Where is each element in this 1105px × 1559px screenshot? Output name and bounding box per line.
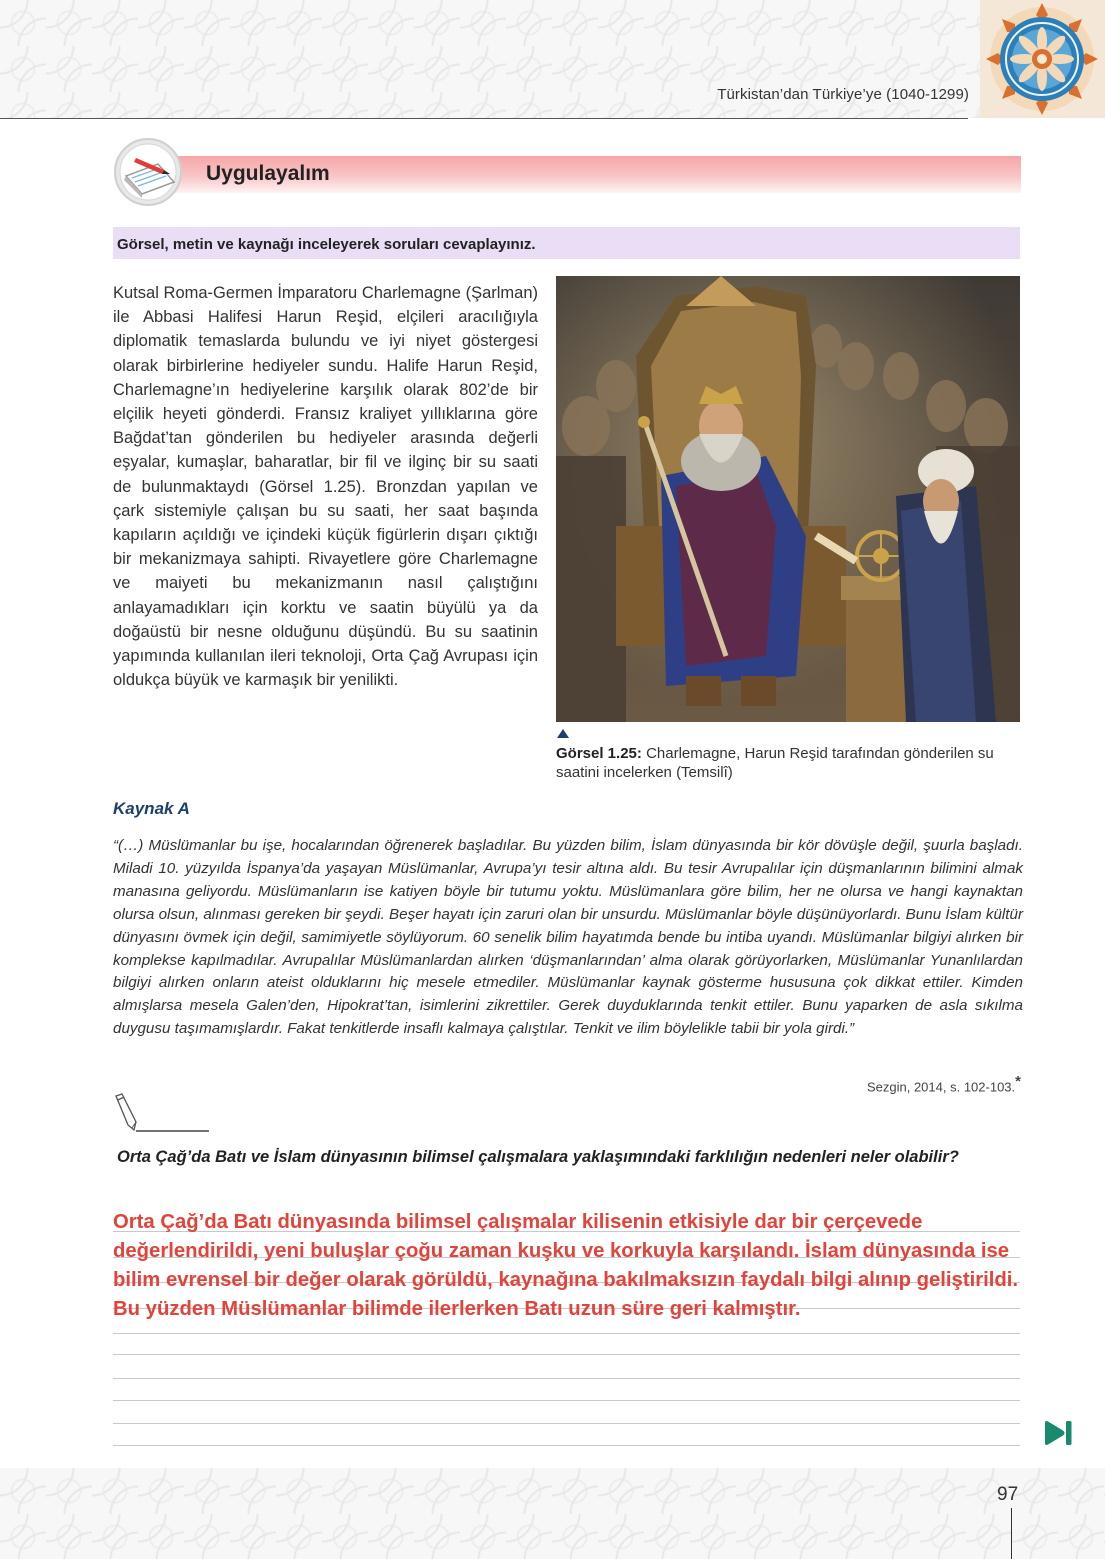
answer-line (113, 1423, 1020, 1424)
footer-pattern (0, 1468, 1105, 1559)
header-rule (0, 118, 968, 119)
page-number: 97 (997, 1484, 1019, 1505)
triangle-marker-icon (557, 729, 569, 738)
answer-line (113, 1378, 1020, 1379)
figure-caption-text: Charlemagne, Harun Reşid tarafından gönderilen su saatini incelerken (Temsilî) (556, 745, 994, 781)
source-heading: Kaynak A (113, 799, 190, 818)
section-title: Uygulayalım (206, 162, 330, 185)
next-page-icon[interactable] (1043, 1420, 1073, 1446)
citation-mark: * (1015, 1073, 1021, 1090)
question-text: Orta Çağ’da Batı ve İslam dünyasının bilimsel çalışmalara yaklaşımındaki farklılığın nedenleri neler olabilir? (117, 1148, 959, 1166)
answer-text: Orta Çağ’da Batı dünyasında bilimsel çalışmalar kilisenin etkisiyle dar bir çerçevede değerlendirildi, yeni buluşlar çoğu zaman kuşku ve korkuyla karşılandı. İslam dünyasında ise bilim evrensel bir değer olarak görüldü, kaynağına bakılmaksızın faydalı bilgi alınıp geliştirildi. Bu yüzden Müslümanlar bilimde ilerlerken Batı uzun süre geri kalmıştır. (113, 1211, 1019, 1320)
answer-line (113, 1354, 1020, 1355)
source-quote: “(…) Müslümanlar bu işe, hocalarından öğrenerek başladılar. Bu yüzden bilim, İslam dünyasında bir kör dövüşle değil, şuurla başladı. Miladi 10. yüzyılda İspanya’da yaşayan Müslümanlar, Avrupa’yı tesir altına aldı. Bu tesir Avrupalılar için düşmanlarının bilimini almak manasına geliyordu. Müslümanların ise katiyen böyle bir tutumu yoktu. Müslümanlara göre bilim, her ne olursa ve hangi kaynaktan olursa olsun, alınması gereken bir şeydi. Beşer hayatı için zaruri olan bir unsurdu. Müslümanlar böyle düşünüyorlardı. Bunu İslam kültür dünyasını övmek için değil, samimiyetle söylüyorum. 60 senelik bilim hayatımda bende bu intiba uyandı. Müslümanlar bilgiyi alırken bir komplekse kapılmadılar. Avrupalılar Müslümanlardan alırken ‘düşmanlarından’ alma olarak görüyorlarken, Müslümanlar Yunanlılardan bilgiyi alırken onların ateist olduklarını hiç mesele etmediler. Müslümanlar kaynak gösterme hususuna çok dikkat ettiler. Kimden almışlarsa mesela Galen’den, Hipokrat’tan, isimlerini zikrettiler. Gerek duyduklarında tenkit ettiler. Bunu yaparken de asla sıkılma duygusu taşımamışlardır. Fakat tenkitlerde insaflı kalmaya çalıştılar. Tenkit ve ilim böylelikle tabii bir yola girdi.” (113, 837, 1024, 1038)
rosette-ornament-icon (980, 0, 1105, 118)
pencil-icon (112, 1092, 212, 1132)
charlemagne-painting-image (556, 276, 1020, 722)
answer-line (113, 1333, 1020, 1334)
figure-caption (556, 744, 1026, 782)
instruction-text: Görsel, metin ve kaynağı inceleyerek soruları cevaplayınız. (117, 236, 536, 253)
body-paragraph: Kutsal Roma-Germen İmparatoru Charlemagne (Şarlman) ile Abbasi Halifesi Harun Reşid, elçileri aracılığıyla diplomatik temaslarda bulundu ve iyi niyet göstergesi olarak birbirlerine hediyeler sundu. Halife Harun Reşid, Charlemagne’ın hediyelerine karşılık olarak 802’de bir elçilik heyeti gönderdi. Fransız kraliyet yıllıklarına göre Bağdat’tan gönderilen bu hediyeler arasında değerli eşyalar, kumaşlar, baharatlar, bir fil ve ilginç bir su saati de bulunmaktaydı (Görsel 1.25). Bronzdan yapılan ve çark sistemiyle çalışan bu su saati, her saat başında kapıların açıldığı ve içindeki küçük figürlerin dışarı çıktığı bir mekanizmaya sahipti. Rivayetlere göre Charlemagne ve maiyeti bu mekanizmanın nasıl çalıştığını anlayamadıkları için korktu ve saatin büyülü ya da doğaüstü bir nesne olduğunu düşündü. Bu su saatinin yapımında kullanılan ileri teknoloji, Orta Çağ Avrupası için oldukça büyük ve karmaşık bir yenilikti. (113, 284, 538, 690)
answer-line (113, 1445, 1020, 1446)
figure-label: Görsel 1.25: (556, 745, 642, 762)
citation-text: Sezgin, 2014, s. 102-103. (866, 1079, 1016, 1095)
citation (867, 1073, 1021, 1094)
notebook-pen-icon (112, 136, 192, 208)
running-header: Türkistan’dan Türkiye’ye (1040-1299) (717, 86, 969, 103)
page-number-rule (1011, 1508, 1012, 1559)
answer-line (113, 1400, 1020, 1401)
